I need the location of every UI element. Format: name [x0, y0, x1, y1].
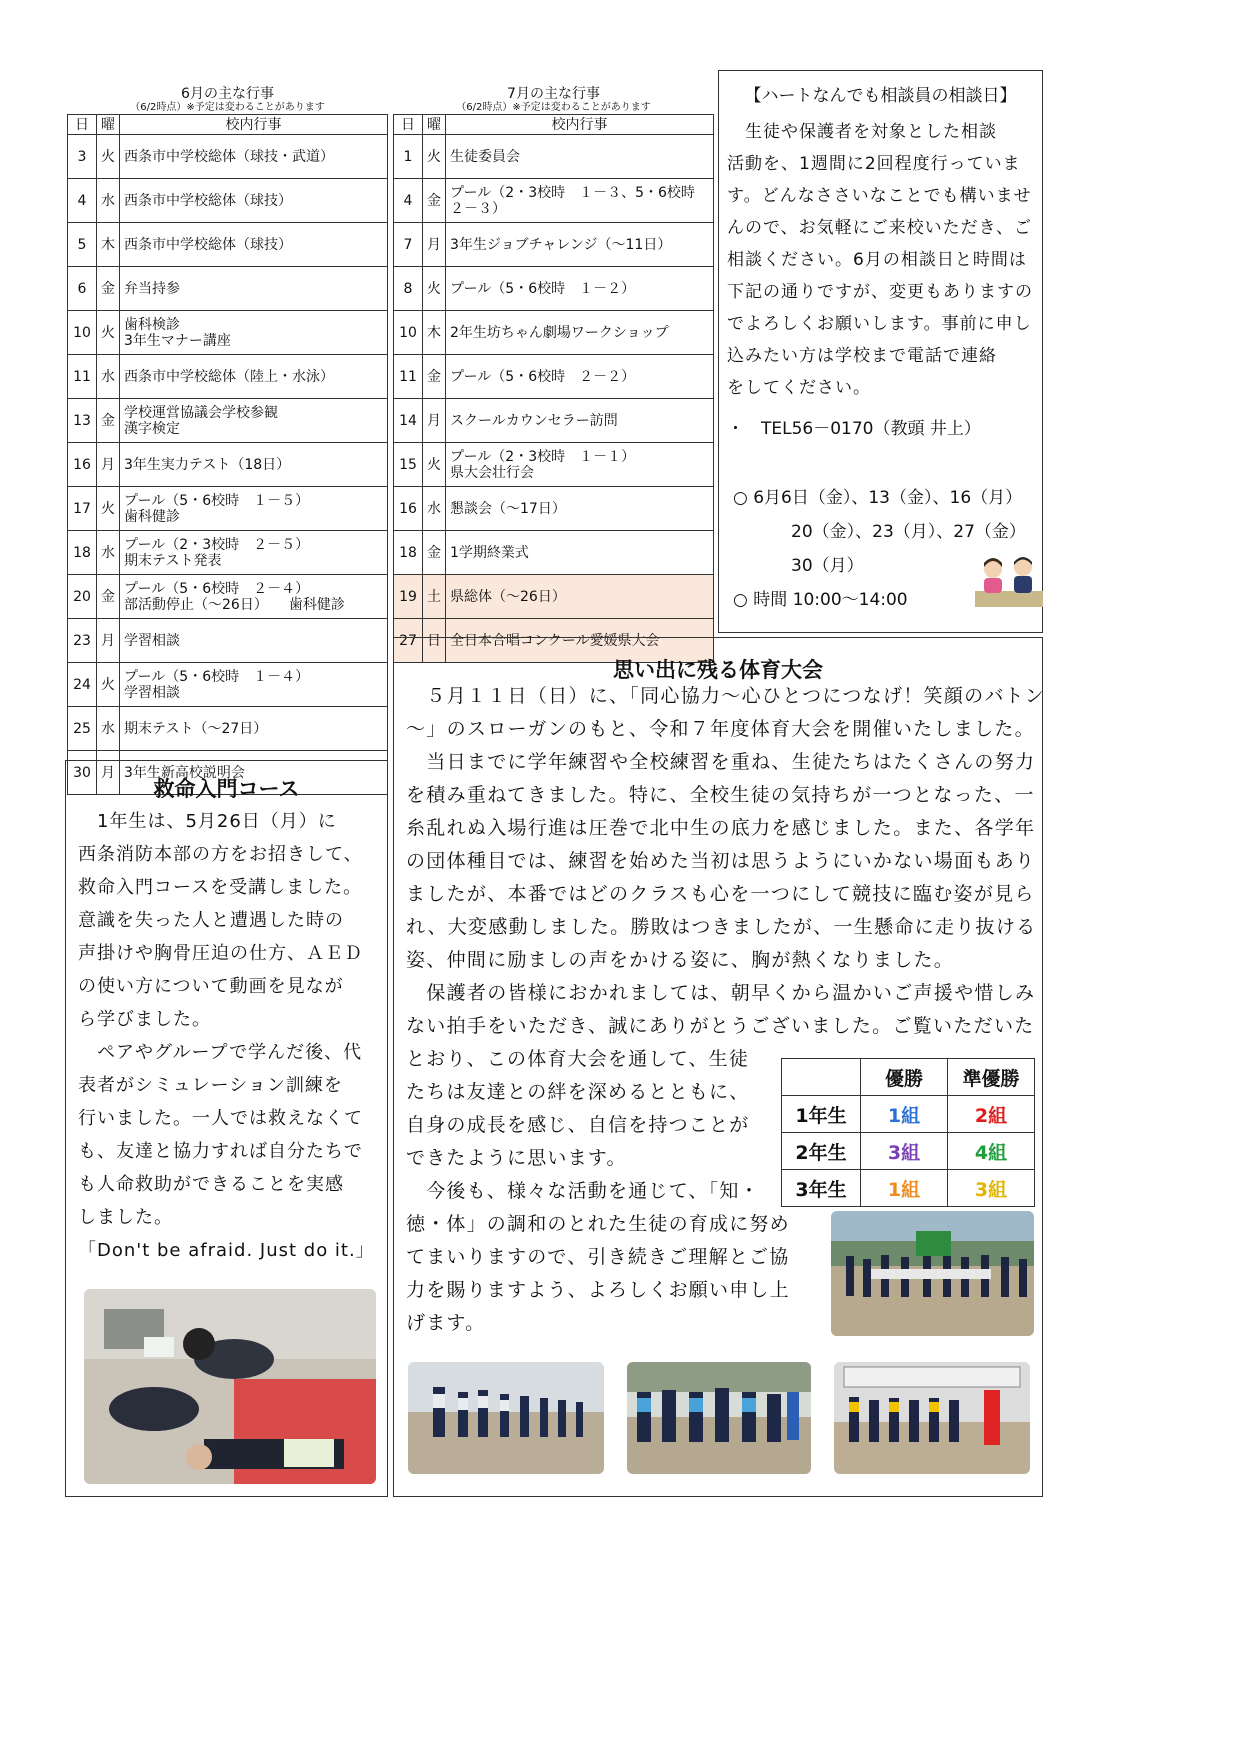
july-row-weekday: 火 [423, 267, 446, 311]
july-row [394, 531, 714, 575]
counseling-box [718, 70, 1043, 633]
july-row-weekday: 金 [423, 355, 446, 399]
july-row-day: 14 [394, 399, 423, 443]
june-event-line: プール（5・6校時 ２－４） [124, 580, 310, 597]
july-row-weekday: 日 [423, 619, 446, 663]
sports-line: 当日までに学年練習や全校練習を重ね、生徒たちはたくさんの努力 [406, 751, 1036, 773]
sports-body-closing [406, 1175, 826, 1340]
june-row-weekday: 火 [97, 135, 120, 179]
july-row-day: 7 [394, 223, 423, 267]
july-event-line: プール（2・3校時 １－３、5・6校時 [450, 184, 695, 201]
july-row-day: 15 [394, 443, 423, 487]
counseling-dates-1: ○ 6月6日（金）、13（金）、16（月） [733, 488, 1023, 508]
july-event-line: プール（5・6校時 １－２） [450, 280, 636, 297]
june-row-weekday: 月 [97, 751, 120, 795]
june-row-weekday: 水 [97, 179, 120, 223]
june-row-event [120, 443, 388, 487]
june-event-line: 3年生マナー講座 [124, 332, 231, 349]
counseling-line: んので、お気軽にご来校いただき、ご [727, 218, 1032, 238]
june-row-day: 10 [68, 311, 97, 355]
relay-photo-2 [627, 1362, 811, 1474]
june-row [68, 487, 388, 531]
june-row-day: 24 [68, 663, 97, 707]
june-row-event [120, 267, 388, 311]
july-event-line: スクールカウンセラー訪問 [450, 412, 618, 429]
rescue-line: 意識を失った人と遭遇した時の [78, 910, 344, 931]
july-event-line: 全日本合唱コンクール愛媛県大会 [450, 632, 660, 649]
july-row-weekday: 金 [423, 531, 446, 575]
july-event-line: 懇談会（～17日） [450, 500, 566, 517]
counseling-body [727, 116, 1042, 404]
rescue-line: ペアやグループで学んだ後、代 [78, 1042, 363, 1063]
results-header-runner: 準優勝 [948, 1059, 1035, 1096]
june-row-event [120, 487, 388, 531]
june-event-line: 学習相談 [124, 632, 180, 649]
june-row [68, 223, 388, 267]
june-row [68, 179, 388, 223]
june-row-event [120, 135, 388, 179]
july-header-day: 日 [394, 115, 423, 135]
rescue-title: 救命入門コース [153, 777, 300, 801]
june-event-line: 部活動停止（～26日） 歯科健診 [124, 596, 345, 613]
july-row-day: 19 [394, 575, 423, 619]
july-row-event [446, 223, 714, 267]
counseling-time: ○ 時間 10:00～14:00 [733, 590, 908, 610]
july-header-weekday: 曜 [423, 115, 446, 135]
july-event-line: 1学期終業式 [450, 544, 529, 561]
rescue-line: 1年生は、5月26日（月）に [78, 811, 337, 832]
july-schedule [393, 86, 714, 663]
july-row-weekday: 火 [423, 443, 446, 487]
july-row-event [446, 135, 714, 179]
june-row [68, 575, 388, 619]
sports-title: 思い出に残る体育大会 [613, 658, 823, 682]
june-row-day: 5 [68, 223, 97, 267]
counseling-title: 【ハートなんでも相談員の相談日】 [744, 86, 1017, 106]
june-row-day: 6 [68, 267, 97, 311]
june-row-event [120, 531, 388, 575]
june-event-line: プール（2・3校時 ２－５） [124, 536, 310, 553]
june-title: 6月の主な行事 [181, 86, 274, 102]
relay-photo-1 [408, 1362, 604, 1474]
sports-line: 徳・体」の調和のとれた生徒の育成に努め [406, 1213, 790, 1235]
june-event-line: 西条市中学校総体（球技・武道） [124, 148, 334, 165]
july-row [394, 311, 714, 355]
june-event-line: 弁当持参 [124, 280, 180, 297]
june-event-line: 学習相談 [124, 684, 180, 701]
july-row [394, 179, 714, 223]
june-row [68, 311, 388, 355]
july-row-weekday: 金 [423, 179, 446, 223]
june-row-weekday: 水 [97, 355, 120, 399]
counseling-dates-3: 30（月） [791, 556, 864, 576]
june-header-weekday: 曜 [97, 115, 120, 135]
june-row-weekday: 月 [97, 619, 120, 663]
sports-box [393, 637, 1043, 1497]
june-row-event [120, 399, 388, 443]
june-row [68, 663, 388, 707]
july-row-day: 8 [394, 267, 423, 311]
rescue-line: の使い方について動画を見なが [78, 976, 344, 997]
june-row-weekday: 水 [97, 707, 120, 751]
july-header-event: 校内行事 [446, 115, 714, 135]
june-row [68, 531, 388, 575]
july-row-event [446, 531, 714, 575]
sports-line: ～」のスローガンのもと、令和７年度体育大会を開催いたしました。 [406, 718, 1035, 740]
july-row-weekday: 木 [423, 311, 446, 355]
june-header-event: 校内行事 [120, 115, 388, 135]
counseling-line: 生徒や保護者を対象とした相談 [727, 122, 997, 142]
july-row-day: 4 [394, 179, 423, 223]
july-event-line: 県大会壮行会 [450, 464, 534, 481]
results-runner: 2組 [948, 1096, 1035, 1133]
rescue-line: 西条消防本部の方をお招きして、 [78, 844, 363, 865]
sports-line: の団体種目では、練習を始めた当初は思うようにいかない場面もあり [406, 850, 1036, 872]
counseling-line: す。どんなささいなことでも構いませ [727, 186, 1032, 206]
counseling-line: 活動を、1週間に2回程度行っていま [727, 154, 1021, 174]
june-row-weekday: 火 [97, 311, 120, 355]
rescue-line: 表者がシミュレーション訓練を [78, 1075, 343, 1096]
july-row [394, 223, 714, 267]
counseling-line: でよろしくお願いします。事前に申し [727, 314, 1032, 334]
sports-line: てまいりますので、引き続きご理解とご協 [406, 1246, 790, 1268]
july-row-event [446, 311, 714, 355]
july-event-line: 3年生ジョブチャレンジ（～11日） [450, 236, 672, 253]
july-row-day: 16 [394, 487, 423, 531]
june-row [68, 707, 388, 751]
results-win: 1組 [861, 1096, 948, 1133]
results-grade: 1年生 [782, 1096, 861, 1133]
june-row-event [120, 663, 388, 707]
june-row-event [120, 355, 388, 399]
july-event-line: プール（2・3校時 １－１） [450, 448, 636, 465]
results-grade: 3年生 [782, 1170, 861, 1207]
june-row-weekday: 金 [97, 575, 120, 619]
sports-line: できたように思います。 [406, 1147, 627, 1169]
july-row-weekday: 月 [423, 399, 446, 443]
june-row-day: 3 [68, 135, 97, 179]
june-row-weekday: 火 [97, 487, 120, 531]
july-row [394, 355, 714, 399]
july-title: 7月の主な行事 [507, 86, 600, 102]
july-event-line: 2年生坊ちゃん劇場ワークショップ [450, 324, 669, 341]
june-row [68, 135, 388, 179]
rescue-line: 救命入門コースを受講しました。 [78, 877, 363, 898]
sports-line: げます。 [406, 1312, 486, 1334]
results-runner: 3組 [948, 1170, 1035, 1207]
sports-body-full [406, 680, 1045, 1043]
counseling-line: をしてください。 [727, 378, 871, 398]
july-row-event [446, 487, 714, 531]
july-table [393, 114, 714, 663]
june-row-day: 25 [68, 707, 97, 751]
counseling-tel: ・ TEL56－0170（教頭 井上） [727, 419, 981, 439]
counseling-line: 込みたい方は学校まで電話で連絡 [727, 346, 997, 366]
rescue-box [65, 760, 388, 1497]
june-event-line: 期末テスト（～27日） [124, 720, 268, 737]
june-row-weekday: 水 [97, 531, 120, 575]
counseling-illustration [973, 551, 1045, 611]
sports-line: 保護者の皆様におかれましては、朝早くから温かいご声援や惜しみ [406, 982, 1036, 1004]
rescue-line: 声掛けや胸骨圧迫の仕方、ＡＥＤ [78, 943, 363, 964]
july-row-event [446, 399, 714, 443]
june-row [68, 267, 388, 311]
sports-line: 自身の成長を感じ、自信を持つことが [406, 1114, 750, 1136]
results-row [782, 1133, 1035, 1170]
june-row-day: 11 [68, 355, 97, 399]
june-event-line: 西条市中学校総体（球技） [124, 192, 292, 209]
results-header-win: 優勝 [861, 1059, 948, 1096]
counseling-line: 相談ください。6月の相談日と時間は [727, 250, 1027, 270]
july-note: （6/2時点）※予定は変わることがあります [456, 102, 651, 113]
sports-line: たちは友達との絆を深めるとともに、 [406, 1081, 750, 1103]
rescue-line: 行いました。一人では救えなくて [78, 1108, 363, 1129]
june-row-weekday: 月 [97, 443, 120, 487]
june-event-line: 西条市中学校総体（球技） [124, 236, 292, 253]
june-event-line: 学校運営協議会学校参観 [124, 404, 278, 421]
june-row-event [120, 311, 388, 355]
march-photo [831, 1211, 1034, 1336]
july-row-event [446, 575, 714, 619]
july-row [394, 267, 714, 311]
relay-photo-3 [834, 1362, 1030, 1474]
june-row-day: 4 [68, 179, 97, 223]
june-row [68, 619, 388, 663]
july-row-event [446, 179, 714, 223]
rescue-line: ら学びました。 [78, 1009, 211, 1030]
sports-line: を積み重ねてきました。特に、全校生徒の気持ちが一つとなった、一 [406, 784, 1035, 806]
july-row-day: 18 [394, 531, 423, 575]
june-event-line: 歯科健診 [124, 508, 180, 525]
june-row-day: 13 [68, 399, 97, 443]
june-row-event [120, 575, 388, 619]
results-header-empty [782, 1059, 861, 1096]
july-row-event [446, 443, 714, 487]
results-win: 3組 [861, 1133, 948, 1170]
sports-line: 今後も、様々な活動を通じて、「知・ [406, 1180, 760, 1202]
june-event-line: 3年生新高校説明会 [124, 764, 245, 781]
rescue-line: も、友達と協力すれば自分たちで [78, 1141, 363, 1162]
june-row-weekday: 木 [97, 223, 120, 267]
june-row-day: 23 [68, 619, 97, 663]
july-event-line: ２－３） [450, 200, 506, 217]
june-row [68, 355, 388, 399]
counseling-line: 下記の通りですが、変更もありますの [727, 282, 1033, 302]
june-event-line: 期末テスト発表 [124, 552, 222, 569]
rescue-line: も人命救助ができることを実感 [78, 1174, 344, 1195]
rescue-photo [84, 1289, 376, 1484]
rescue-line: しました。 [78, 1207, 173, 1228]
june-row-weekday: 火 [97, 663, 120, 707]
july-row-day: 11 [394, 355, 423, 399]
sports-line: れ、大変感動しました。勝敗はつきましたが、一生懸命に走り抜ける [406, 916, 1037, 938]
june-event-line: プール（5・6校時 １－４） [124, 668, 310, 685]
results-row [782, 1170, 1035, 1207]
rescue-line: 「Don't be afraid. Just do it.」 [78, 1240, 375, 1261]
june-row-event [120, 619, 388, 663]
sports-line: ５月１１日（日）に、「同心協力～心ひとつにつなげ！笑顔のバトン [406, 685, 1045, 707]
june-row-day: 16 [68, 443, 97, 487]
results-win: 1組 [861, 1170, 948, 1207]
july-row-weekday: 土 [423, 575, 446, 619]
july-row-day: 1 [394, 135, 423, 179]
july-row-day: 27 [394, 619, 423, 663]
july-row-event [446, 267, 714, 311]
july-row [394, 135, 714, 179]
june-event-line: 漢字検定 [124, 420, 180, 437]
july-row [394, 443, 714, 487]
july-row-day: 10 [394, 311, 423, 355]
july-row-weekday: 月 [423, 223, 446, 267]
july-row [394, 575, 714, 619]
sports-body-narrow [406, 1043, 766, 1175]
june-header-day: 日 [68, 115, 97, 135]
results-table [781, 1058, 1035, 1207]
june-row-day: 18 [68, 531, 97, 575]
july-row-weekday: 火 [423, 135, 446, 179]
sports-line: とおり、この体育大会を通して、生徒 [406, 1048, 750, 1070]
sports-line: 姿、仲間に励ましの声をかける姿に、胸が熱くなりました。 [406, 949, 955, 971]
sports-line: ましたが、本番ではどのクラスも心を一つにして競技に臨む姿が見ら [406, 883, 1035, 905]
june-event-line: プール（5・6校時 １－５） [124, 492, 310, 509]
june-row-weekday: 金 [97, 399, 120, 443]
june-row-event [120, 223, 388, 267]
june-row [68, 443, 388, 487]
june-schedule [67, 86, 388, 795]
july-row [394, 399, 714, 443]
june-row-day: 17 [68, 487, 97, 531]
june-event-line: 西条市中学校総体（陸上・水泳） [124, 368, 334, 385]
july-row-weekday: 水 [423, 487, 446, 531]
july-event-line: プール（5・6校時 ２－２） [450, 368, 636, 385]
results-grade: 2年生 [782, 1133, 861, 1170]
rescue-body [78, 805, 383, 1267]
june-row-event [120, 179, 388, 223]
results-row [782, 1096, 1035, 1133]
counseling-dates-2: 20（金）、23（月）、27（金） [791, 522, 1026, 542]
june-table [67, 114, 388, 795]
june-event-line: 歯科検診 [124, 316, 180, 333]
july-event-line: 生徒委員会 [450, 148, 520, 165]
june-row [68, 399, 388, 443]
june-row-day: 20 [68, 575, 97, 619]
june-row-event [120, 707, 388, 751]
july-row [394, 487, 714, 531]
sports-line: ない拍手をいただき、誠にありがとうございました。ご覧いただいた [406, 1015, 1035, 1037]
june-note: （6/2時点）※予定は変わることがあります [130, 102, 325, 113]
june-row-day: 30 [68, 751, 97, 795]
june-event-line: 3年生実力テスト（18日） [124, 456, 291, 473]
results-runner: 4組 [948, 1133, 1035, 1170]
july-row-event [446, 355, 714, 399]
sports-line: 糸乱れぬ入場行進は圧巻で北中生の底力を感じました。また、各学年 [406, 817, 1036, 839]
july-event-line: 県総体（～26日） [450, 588, 566, 605]
june-row-weekday: 金 [97, 267, 120, 311]
sports-line: 力を賜りますよう、よろしくお願い申し上 [406, 1279, 790, 1301]
